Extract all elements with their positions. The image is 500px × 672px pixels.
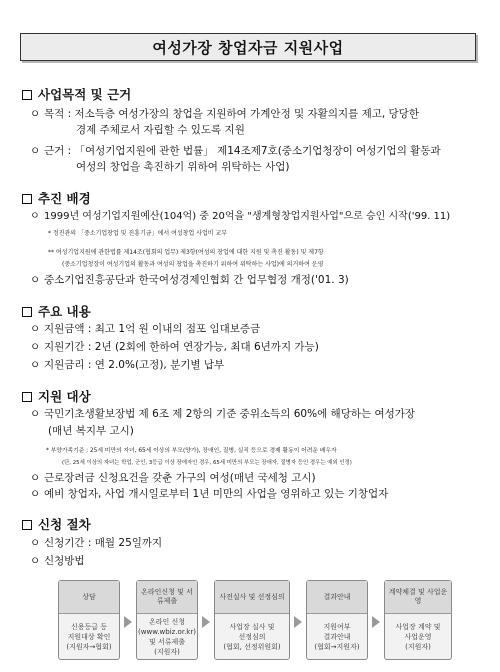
flow-step-head: 결과안내 bbox=[307, 581, 367, 614]
bullet-icon: ㅇ bbox=[30, 108, 41, 120]
bullet-icon: ㅇ bbox=[30, 323, 41, 335]
arrow-right-icon bbox=[372, 616, 380, 628]
background-note-1: * 정진관의 「중소기업창업 및 진흥기금」에서 여성창업 사업비 교부 bbox=[48, 230, 228, 237]
checkbox-square-icon bbox=[22, 307, 32, 317]
flow-step-inspection bbox=[214, 580, 290, 660]
bullet-icon: ㅇ bbox=[30, 359, 41, 371]
flow-step-contract bbox=[384, 580, 452, 660]
checkbox-square-icon bbox=[22, 90, 32, 100]
eligibility-note-1: * 부양가족기준 : 25세 미만의 자녀, 65세 이상의 부모(양가), 장애인, 질병, 실직 등으로 경제 활동이 어려운 배우자 bbox=[46, 448, 337, 454]
bullet-icon: ㅇ bbox=[30, 537, 41, 549]
bullet-icon: ㅇ bbox=[30, 341, 41, 353]
checkbox-square-icon bbox=[22, 520, 32, 530]
application-flow bbox=[58, 580, 454, 660]
section-heading-purpose: 사업목적 및 근거 bbox=[22, 88, 131, 101]
bullet-icon: ㅇ bbox=[30, 274, 41, 286]
arrow-right-icon bbox=[294, 616, 302, 628]
contents-period: ㅇ 지원기간 : 2년 (2회에 한하여 연장가능, 최대 6년까지 가능) bbox=[30, 341, 319, 353]
section-heading-eligibility: 지원 대상 bbox=[22, 390, 91, 403]
title-box bbox=[20, 33, 476, 61]
flow-step-head: 온라인신청 및 서류제출 bbox=[137, 581, 197, 614]
eligibility-item-2: ㅇ 근로장려금 신청요건을 갖춘 가구의 여성(매년 국세청 고시) bbox=[30, 472, 316, 484]
purpose-line-1: ㅇ 목적 : 저소득층 여성가장의 창업을 지원하여 가계안정 및 자활의지를 제고, 당당한 bbox=[30, 108, 419, 120]
background-note-2-line-1: ** 여성기업지원에 관한법률 제14조(협회의 업무) 제3항(여성의 창업에 대한 지원 및 촉진 활동) 및 제7항 bbox=[48, 249, 324, 256]
flow-step-body: 지원여부 결과안내 (협회→지원자) bbox=[314, 623, 360, 651]
section-heading-procedure: 신청 절차 bbox=[22, 518, 91, 531]
background-item-1: ㅇ 1999년 여성기업지원예산(104억) 중 20억을 "생계형창업지원사업"으로 승인 시작('99. 11) bbox=[30, 211, 451, 222]
flow-step-body: 신용등급 등 지원대상 확인 (지원자→협회) bbox=[66, 623, 112, 651]
flow-step-result bbox=[306, 580, 368, 660]
eligibility-note-2: (단, 25세 이상의 자녀는 학업, 군인, 3등급 이상 장애자인 경우, 65세 미만의 부모는 장애자, 질병자 등인 경우는 예외 인정) bbox=[62, 460, 352, 466]
arrow-right-icon bbox=[124, 616, 132, 628]
bullet-icon: ㅇ bbox=[30, 408, 41, 420]
flow-step-consultation bbox=[58, 580, 120, 660]
flow-step-body: 온라인 신청 (www.wbiz.or.kr) 및 서류제출 (지원자) bbox=[138, 618, 196, 656]
flow-step-body: 사업장 실사 및 선정심의 (협회, 선정위원회) bbox=[223, 623, 281, 651]
contents-amount: ㅇ 지원금액 : 최고 1억 원 이내의 점포 임대보증금 bbox=[30, 323, 261, 335]
eligibility-item-3: ㅇ 예비 창업자, 사업 개시일로부터 1년 미만의 사업을 영위하고 있는 기창업자 bbox=[30, 488, 389, 500]
flow-step-online-application bbox=[136, 580, 198, 660]
background-item-2: ㅇ 중소기업진흥공단과 한국여성경제인협회 간 업무협정 개정('01. 3) bbox=[30, 274, 349, 286]
flow-step-head: 상담 bbox=[59, 581, 119, 614]
bullet-icon: ㅇ bbox=[30, 472, 41, 484]
bullet-icon: ㅇ bbox=[30, 555, 41, 567]
section-heading-background: 추진 배경 bbox=[22, 192, 91, 205]
bullet-icon: ㅇ bbox=[30, 211, 40, 222]
flow-step-head: 사전실사 및 선정심의 bbox=[215, 581, 289, 614]
background-note-2-line-2: (중소기업청장이 여성기업의 활동과 여성의 창업을 촉진하기 위하여 위탁하는 사업)에 의거하여 운영 bbox=[62, 261, 324, 268]
flow-step-head: 계약체결 및 사업운영 bbox=[385, 581, 451, 614]
basis-line-2: 여성의 창업을 촉진하기 위하여 위탁하는 사업) bbox=[76, 161, 290, 173]
checkbox-square-icon bbox=[22, 194, 32, 204]
flow-step-body: 사업장 계약 및 사업운영 (지원자) bbox=[395, 623, 441, 651]
eligibility-item-1-line-1: ㅇ 국민기초생활보장법 제 6조 제 2항의 기준 중위소득의 60%에 해당하는 여성가장 bbox=[30, 408, 416, 420]
page-title: 여성가장 창업자금 지원사업 bbox=[152, 38, 344, 57]
section-heading-contents: 주요 내용 bbox=[22, 305, 91, 318]
procedure-method: ㅇ 신청방법 bbox=[30, 555, 85, 567]
bullet-icon: ㅇ bbox=[30, 145, 41, 157]
basis-line-1: ㅇ 근거 : 「여성기업지원에 관한 법률」 제14조제7호(중소기업청장이 여성기업의 활동과 bbox=[30, 145, 441, 157]
eligibility-item-1-line-2: (매년 복지부 고시) bbox=[48, 425, 134, 437]
purpose-line-2: 경제 주체로서 자립할 수 있도록 지원 bbox=[76, 124, 245, 136]
procedure-period: ㅇ 신청기간 : 매월 25일까지 bbox=[30, 537, 163, 549]
arrow-right-icon bbox=[202, 616, 210, 628]
checkbox-square-icon bbox=[22, 392, 32, 402]
bullet-icon: ㅇ bbox=[30, 488, 41, 500]
contents-interest: ㅇ 지원금리 : 연 2.0%(고정), 분기별 납부 bbox=[30, 359, 225, 371]
